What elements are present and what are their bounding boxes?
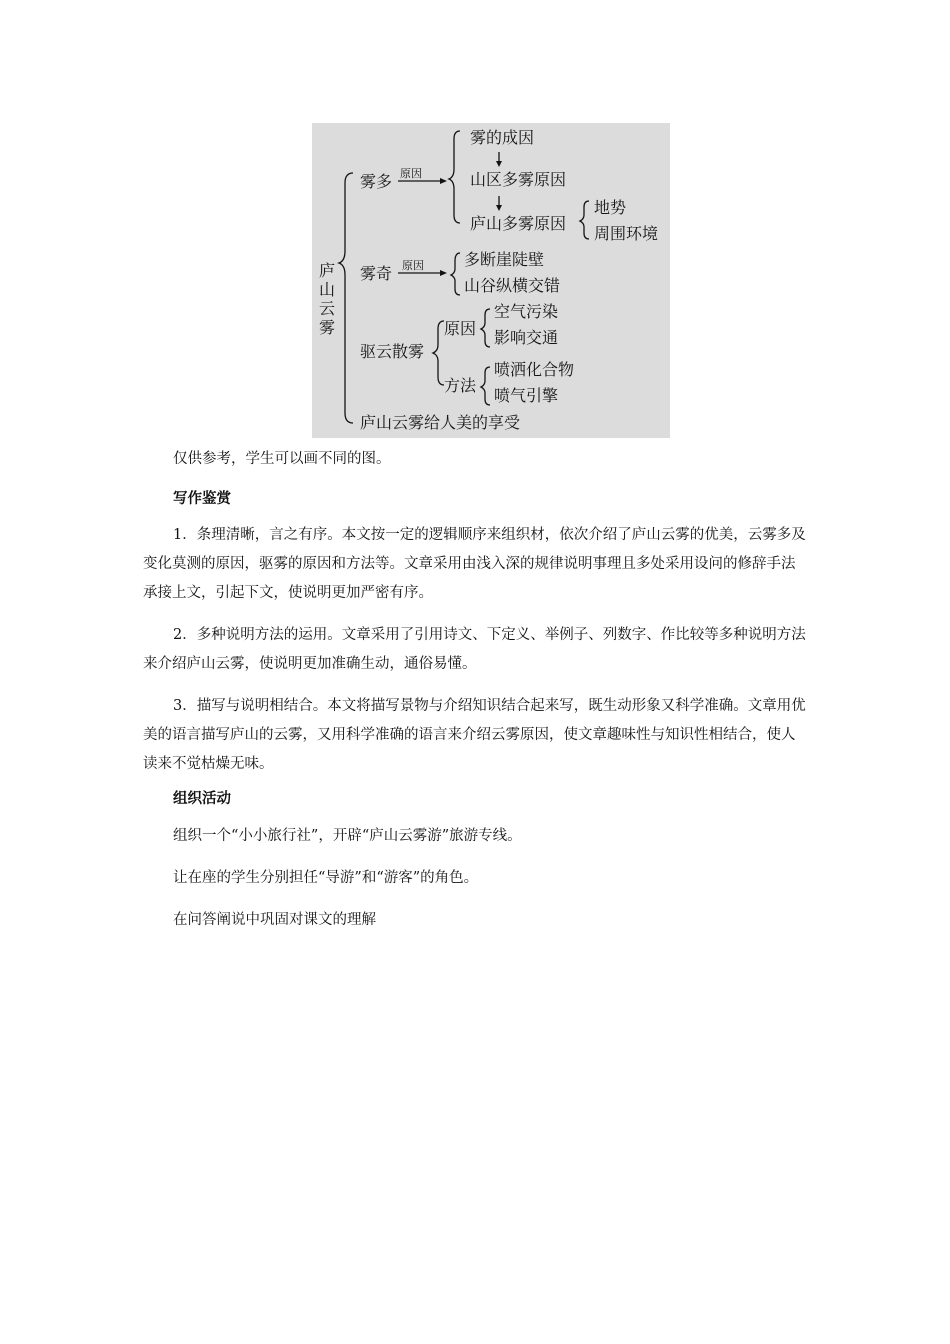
quyun-reason-label: 原因 — [444, 319, 477, 338]
activity-paragraph-1: 组织一个“小小旅行社”，开辟“庐山云雾游”旅游专线。 — [173, 828, 522, 844]
wuduo-item-1: 雾的成因 — [470, 128, 535, 147]
root-char: 雾 — [318, 318, 335, 337]
writing-paragraph-3: 3．描写与说明相结合。本文将描写景物与介绍知识结合起来写，既生动形象又科学准确。文章用优美的语言描写庐山的云雾，又用科学准确的语言来介绍云雾原因，使文章趣味性与知识性相结合，使人读来不觉枯燥无味。 — [143, 698, 806, 772]
quyun-reason-1: 空气污染 — [494, 302, 559, 321]
figure-caption: 仅供参考，学生可以画不同的图。 — [173, 451, 391, 467]
structure-diagram — [312, 123, 670, 438]
section-heading-activity: 组织活动 — [173, 791, 231, 807]
diagram-root — [318, 261, 336, 337]
writing-paragraph-1: 1．条理清晰，言之有序。本文按一定的逻辑顺序来组织材，依次介绍了庐山云雾的优美，云雾多及变化莫测的原因，驱雾的原因和方法等。文章采用由浅入深的规律说明事理且多处采用设问的修辞手法承接上文，引起下文，使说明更加严密有序。 — [143, 527, 806, 601]
wuduo-item-2: 山区多雾原因 — [470, 170, 567, 189]
root-char: 庐 — [318, 261, 335, 280]
writing-paragraph-2: 2．多种说明方法的运用。文章采用了引用诗文、下定义、举例子、列数字、作比较等多种说明方法来介绍庐山云雾，使说明更加准确生动，通俗易懂。 — [143, 627, 806, 672]
branch-wuduo-arrow-label: 原因 — [400, 167, 422, 180]
section-heading-writing: 写作鉴赏 — [173, 491, 231, 507]
activity-paragraph-3: 在问答阐说中巩固对课文的理解 — [173, 912, 376, 928]
root-char: 山 — [318, 280, 335, 299]
wuduo-sub-1: 地势 — [594, 198, 627, 217]
wuqi-item-2: 山谷纵横交错 — [464, 276, 561, 295]
quyun-method-label: 方法 — [444, 376, 477, 395]
branch-meigan: 庐山云雾给人美的享受 — [360, 413, 521, 432]
quyun-method-2: 喷气引擎 — [494, 386, 559, 405]
wuqi-item-1: 多断崖陡壁 — [464, 250, 545, 269]
quyun-reason-2: 影响交通 — [494, 328, 559, 347]
wuduo-item-3: 庐山多雾原因 — [470, 214, 567, 233]
branch-wuduo: 雾多 — [360, 172, 393, 191]
branch-wuqi: 雾奇 — [360, 264, 393, 283]
wuduo-sub-2: 周围环境 — [594, 224, 659, 243]
branch-wuqi-arrow-label: 原因 — [402, 259, 424, 272]
branch-quyun: 驱云散雾 — [360, 342, 425, 361]
root-char: 云 — [318, 299, 335, 318]
activity-paragraph-2: 让在座的学生分别担任“导游”和“游客”的角色。 — [173, 870, 479, 886]
quyun-method-1: 喷洒化合物 — [494, 360, 575, 379]
